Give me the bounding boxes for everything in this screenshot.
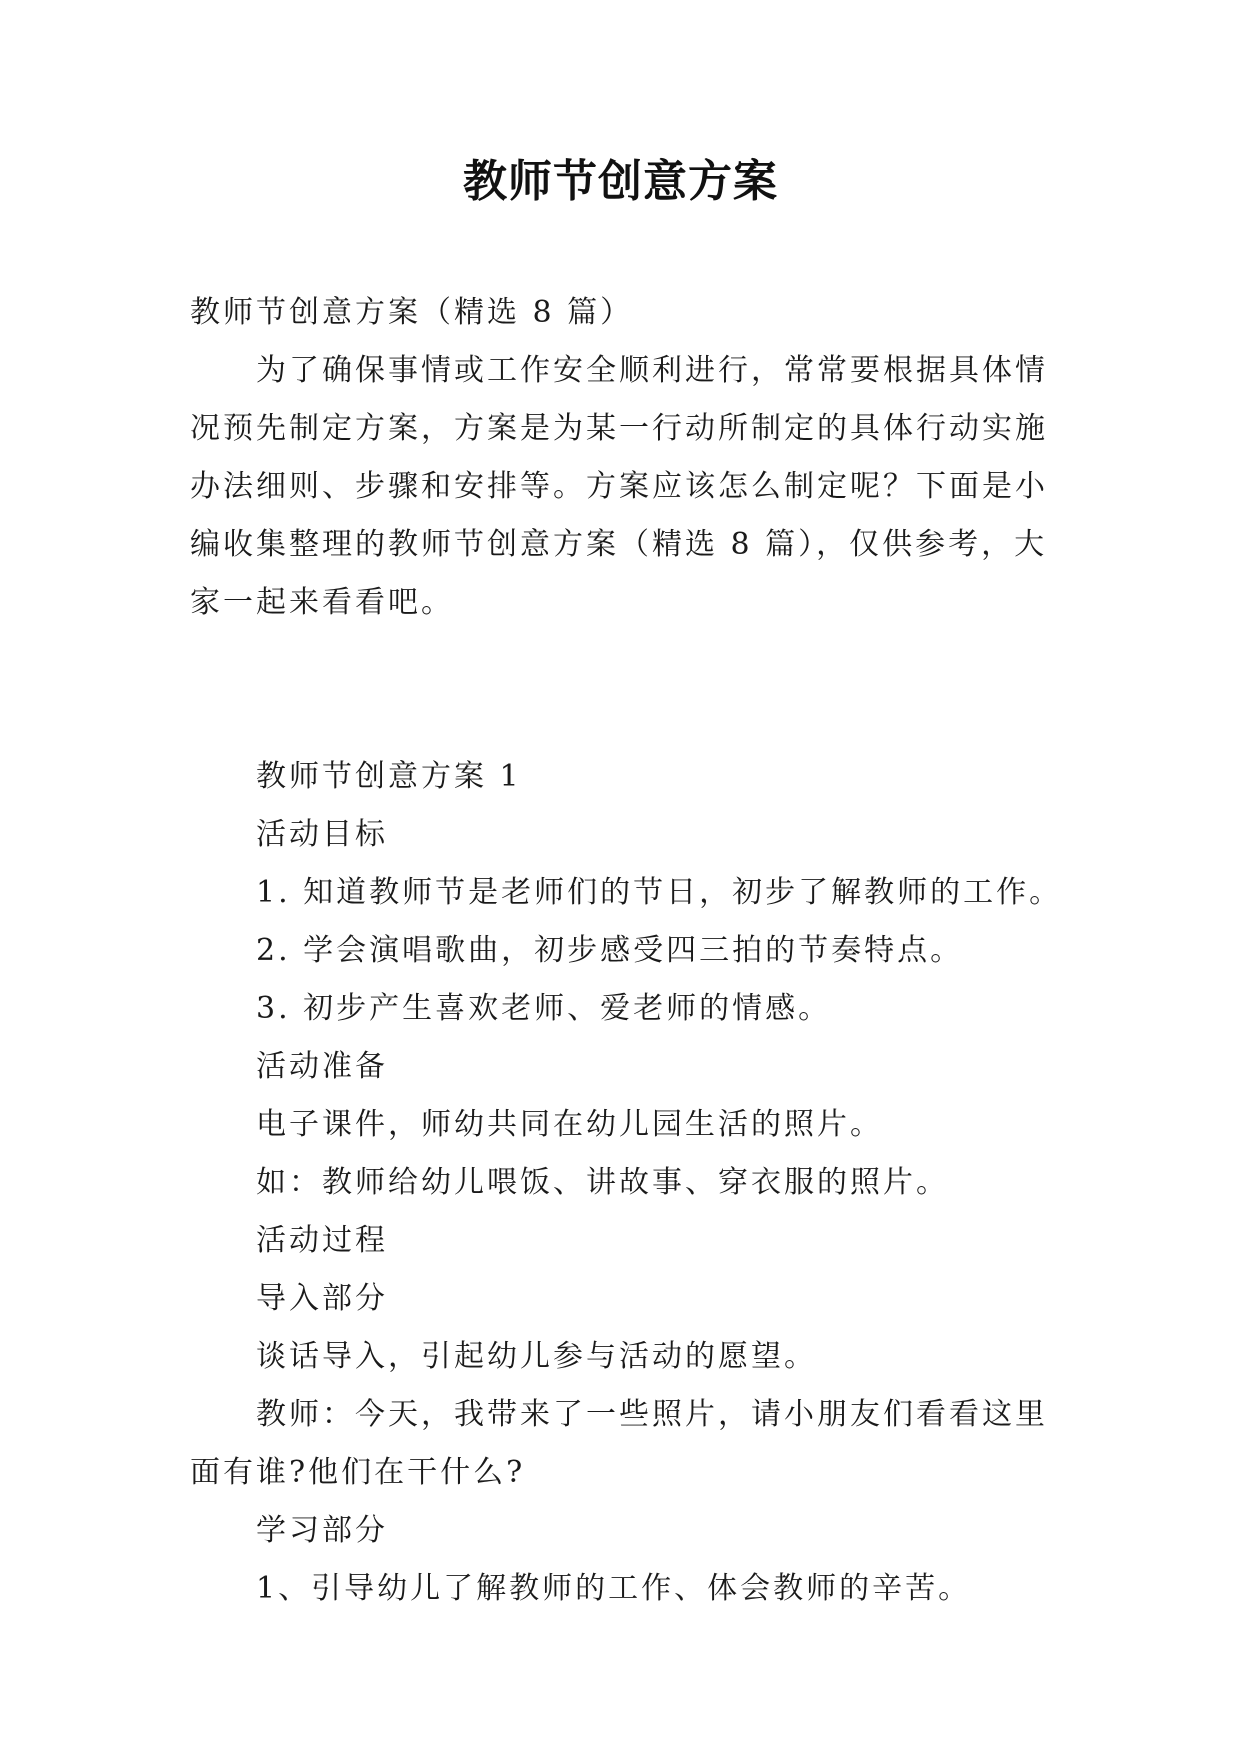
teacher-line: 面有谁?他们在干什么? bbox=[190, 1455, 526, 1490]
document-body bbox=[190, 284, 1063, 1618]
prep-heading: 活动准备 bbox=[256, 1049, 388, 1084]
teacher-line: 教师：今天，我带来了一些照片，请小朋友们看看这里 bbox=[256, 1397, 1048, 1432]
process-heading: 活动过程 bbox=[256, 1223, 388, 1258]
intro-line: 为了确保事情或工作安全顺利进行，常常要根据具体情 bbox=[256, 353, 1048, 388]
intro-paragraph bbox=[190, 342, 1060, 632]
teacher-paragraph bbox=[190, 1386, 1060, 1502]
intro-part-line: 谈话导入，引起幼儿参与活动的愿望。 bbox=[256, 1339, 817, 1374]
intro-line: 编收集整理的教师节创意方案（精选 8 篇），仅供参考，大 bbox=[190, 527, 1048, 562]
paragraph-gap bbox=[190, 632, 1060, 748]
prep-line: 电子课件，师幼共同在幼儿园生活的照片。 bbox=[256, 1107, 883, 1142]
goal-item: 2. 学会演唱歌曲，初步感受四三拍的节奏特点。 bbox=[256, 933, 964, 968]
prep-line: 如：教师给幼儿喂饭、讲故事、穿衣服的照片。 bbox=[256, 1165, 949, 1200]
goal-item: 3. 初步产生喜欢老师、爱老师的情感。 bbox=[256, 991, 832, 1026]
intro-line: 况预先制定方案，方案是为某一行动所制定的具体行动实施 bbox=[190, 411, 1048, 446]
study-part-heading: 学习部分 bbox=[256, 1513, 388, 1548]
intro-part-heading: 导入部分 bbox=[256, 1281, 388, 1316]
study-line: 1、引导幼儿了解教师的工作、体会教师的辛苦。 bbox=[256, 1571, 972, 1606]
activity-goal-heading: 活动目标 bbox=[256, 817, 388, 852]
document-title: 教师节创意方案 bbox=[463, 156, 778, 207]
intro-line: 办法细则、步骤和安排等。方案应该怎么制定呢？下面是小 bbox=[190, 469, 1048, 504]
section-heading: 教师节创意方案 1 bbox=[256, 759, 522, 794]
goal-item: 1. 知道教师节是老师们的节日，初步了解教师的工作。 bbox=[256, 875, 1063, 910]
document-subtitle: 教师节创意方案（精选 8 篇） bbox=[190, 295, 634, 330]
intro-line: 家一起来看看吧。 bbox=[190, 585, 454, 620]
